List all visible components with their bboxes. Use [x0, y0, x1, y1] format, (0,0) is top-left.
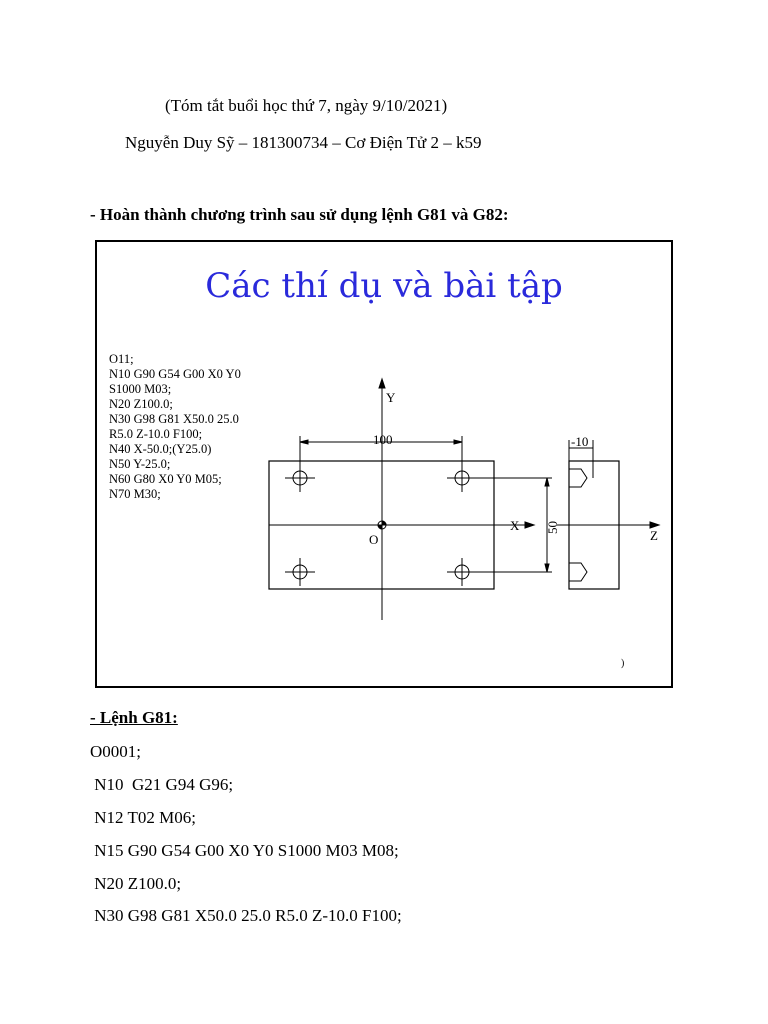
- code-line: N70 M30;: [109, 487, 161, 501]
- x-label: X: [510, 518, 520, 533]
- g81-code-line: N20 Z100.0;: [90, 874, 182, 893]
- hole-bottom-right: [447, 558, 497, 586]
- side-hole-bottom: [569, 563, 587, 581]
- y-label: Y: [386, 390, 396, 405]
- hole-top-right: [447, 464, 497, 492]
- g81-code-line: N10 G21 G94 G96;: [90, 775, 234, 794]
- code-line: R5.0 Z-10.0 F100;: [109, 427, 203, 441]
- g81-heading: - Lệnh G81:: [90, 708, 178, 727]
- g81-code-line: N30 G98 G81 X50.0 25.0 R5.0 Z-10.0 F100;: [90, 906, 402, 925]
- y-arrow: [379, 379, 385, 388]
- dim-depth-label: -10: [571, 434, 589, 449]
- lesson-summary-line: (Tóm tắt buổi học thứ 7, ngày 9/10/2021): [165, 96, 448, 115]
- task-heading: - Hoàn thành chương trình sau sử dụng lệnh G81 và G82:: [90, 205, 509, 224]
- x-arrow: [525, 522, 534, 528]
- code-line: N60 G80 X0 Y0 M05;: [109, 472, 222, 486]
- hole-top-left: [285, 464, 315, 492]
- dim-width-label: 100: [373, 432, 393, 447]
- code-line: N40 X-50.0;(Y25.0): [109, 442, 212, 456]
- code-line: S1000 M03;: [109, 382, 172, 396]
- g81-code-line: N15 G90 G54 G00 X0 Y0 S1000 M03 M08;: [90, 841, 399, 860]
- z-label: Z: [650, 528, 658, 543]
- code-line: N30 G98 G81 X50.0 25.0: [109, 412, 239, 426]
- slide-title: Các thí dụ và bài tập: [205, 266, 563, 306]
- hole-bottom-left: [285, 558, 315, 586]
- author-line: Nguyễn Duy Sỹ – 181300734 – Cơ Điện Tử 2 – k59: [125, 133, 482, 152]
- code-line: O11;: [109, 352, 134, 366]
- g81-code-line: N12 T02 M06;: [90, 808, 196, 827]
- code-line: N20 Z100.0;: [109, 397, 173, 411]
- exercise-slide: [95, 240, 673, 688]
- origin-label: O: [369, 532, 379, 547]
- g81-code-line: O0001;: [90, 742, 141, 761]
- side-hole-top: [569, 469, 587, 487]
- code-line: N50 Y-25.0;: [109, 457, 171, 471]
- part-drawing: [97, 242, 671, 686]
- code-line: N10 G90 G54 G00 X0 Y0: [109, 367, 241, 381]
- dim-height-label: 50: [545, 521, 560, 534]
- corner-mark: ): [621, 658, 625, 669]
